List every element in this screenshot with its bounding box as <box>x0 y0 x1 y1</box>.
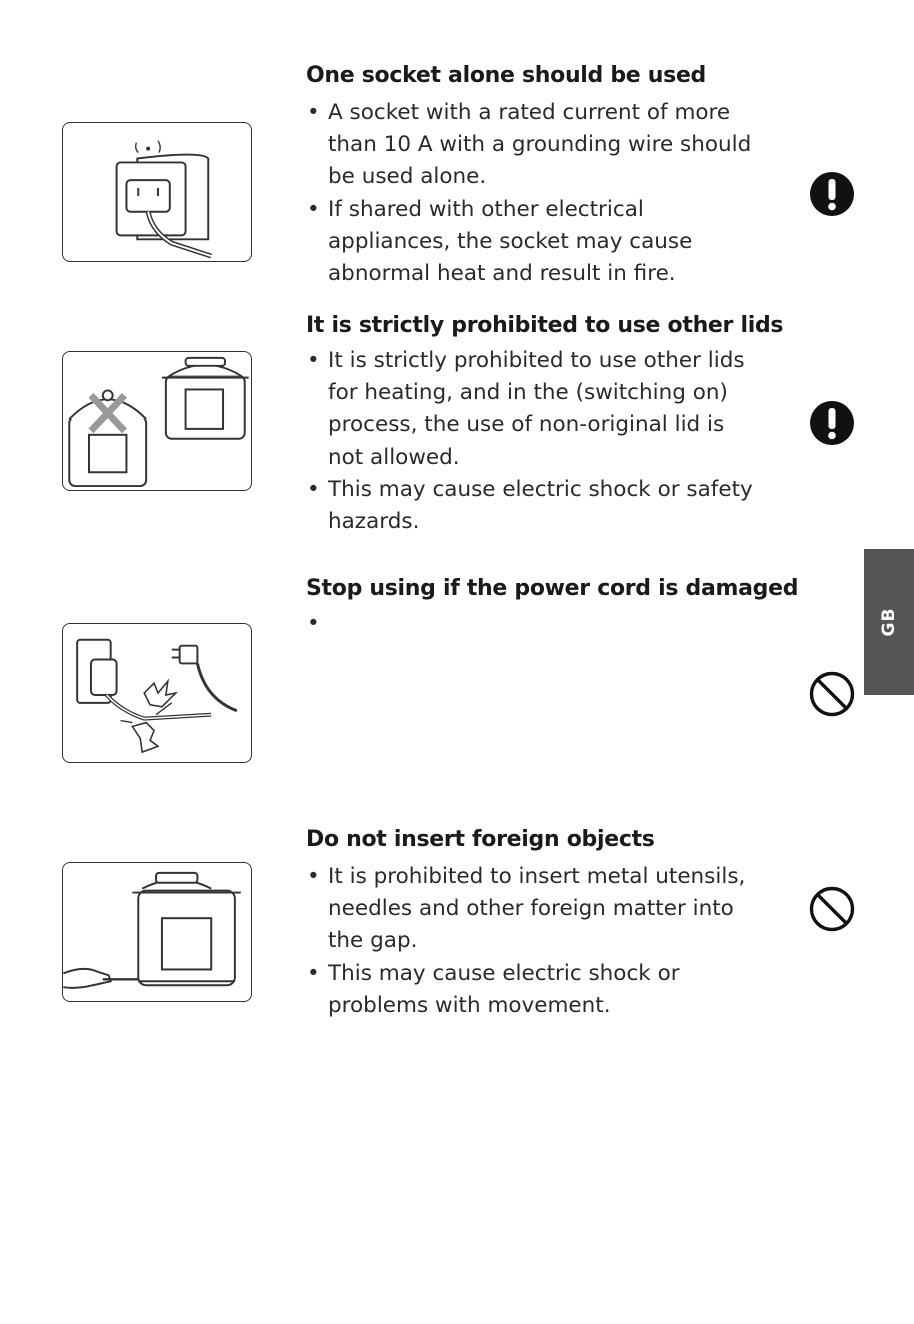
bullet-item: • It is prohibited to insert metal utensils, needles and other foreign matter into the gap. <box>306 861 756 958</box>
language-tab-label: GB <box>879 607 899 637</box>
lid-illustration <box>62 351 252 491</box>
bullet-item: • This may cause electric shock or problems with movement. <box>306 958 756 1022</box>
pressure-cooker-icon <box>63 352 251 490</box>
foreign-object-illustration <box>62 862 252 1002</box>
section-title: Do not insert foreign objects <box>306 827 655 852</box>
section-title: Stop using if the power cord is damaged <box>306 576 799 601</box>
bullet-item: • It is strictly prohibited to use other lids for heating, and in the (switching on) process, the use of non-original lid is not allowed. <box>306 345 756 474</box>
socket-illustration <box>62 122 252 262</box>
bullet-list <box>306 345 756 538</box>
wall-socket-icon <box>63 123 251 261</box>
bullet-item: • If shared with other electrical appliances, the socket may cause abnormal heat and result in fire. <box>306 194 756 291</box>
mandatory-icon <box>808 399 856 447</box>
bullet-item: • A socket with a rated current of more than 10 A with a grounding wire should be used alone. <box>306 97 756 194</box>
prohibited-icon <box>808 670 856 718</box>
mandatory-icon <box>808 170 856 218</box>
bullet-item: • This may cause electric shock or safety hazards. <box>306 474 756 538</box>
bullet-list <box>306 97 756 290</box>
section-title: One socket alone should be used <box>306 63 707 88</box>
damaged-cord-icon <box>63 624 251 762</box>
bullet-list <box>306 861 756 1022</box>
cord-illustration <box>62 623 252 763</box>
section-title: It is strictly prohibited to use other lids <box>306 313 784 338</box>
cooker-with-hand-icon <box>63 863 251 1001</box>
prohibited-icon <box>808 885 856 933</box>
language-tab <box>864 549 914 695</box>
